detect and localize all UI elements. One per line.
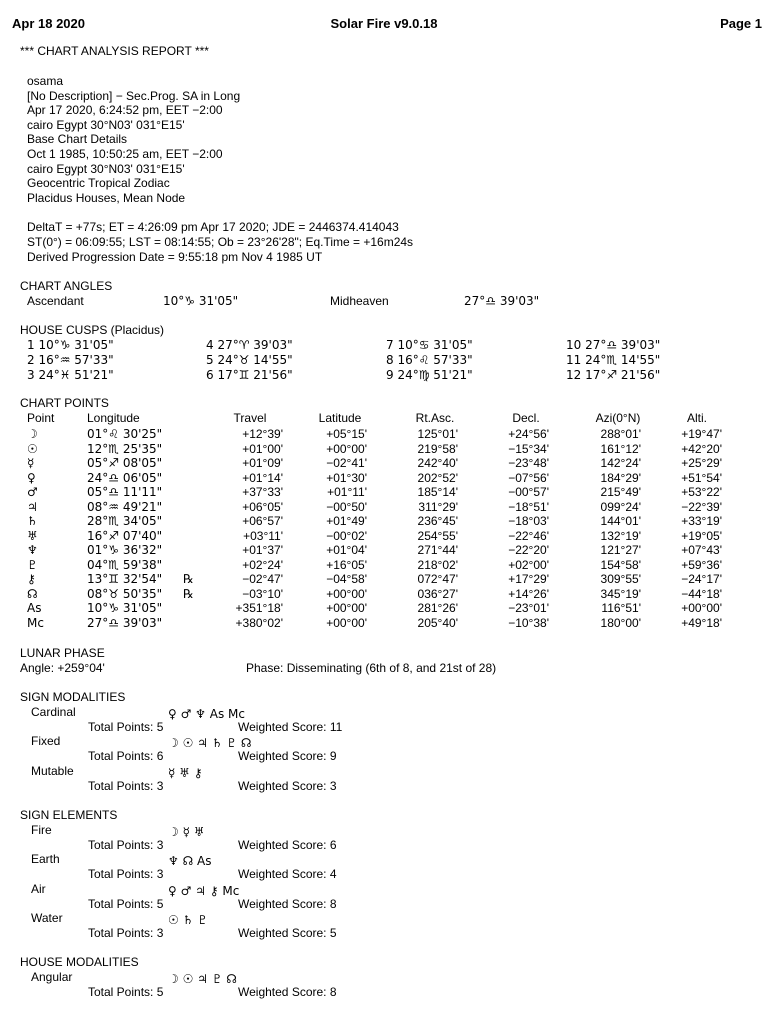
planet-glyph: ♄ (27, 514, 38, 528)
alt-cell: +53°22' (681, 485, 722, 499)
alt-cell: −24°17' (681, 572, 722, 586)
group-symbols: ☽ ☉ ♃ ♄ ♇ ☊ (168, 736, 252, 751)
weighted-score: Weighted Score: 9 (238, 749, 337, 764)
house-cusp-cell: 5 24°♉ 14'55" (206, 353, 293, 367)
house-cusp-cell: 1 10°♑ 31'05" (27, 338, 114, 352)
decl-cell: +24°56' (508, 427, 549, 441)
weighted-score: Weighted Score: 11 (238, 720, 343, 734)
chart-info-line: Apr 17 2020, 6:24:52 pm, EET −2:00 (27, 103, 223, 118)
alt-cell: +33°19' (681, 514, 722, 528)
longitude-cell: 13°♊ 32'54" (87, 572, 163, 586)
longitude-cell: 10°♑ 31'05" (87, 601, 163, 615)
ra-cell: 218°02' (417, 557, 458, 572)
chart-info-line: Base Chart Details (27, 132, 128, 147)
azi-cell: 144°01' (600, 514, 641, 528)
weighted-score: Weighted Score: 6 (238, 837, 337, 852)
group-symbols: ☽ ☉ ♃ ♇ ☊ (168, 972, 237, 987)
total-points: Total Points: 5 (88, 896, 164, 911)
planet-glyph: ♀ (27, 470, 36, 485)
total-points: Total Points: 5 (88, 720, 164, 734)
planet-glyph: ♃ (27, 499, 38, 514)
lat-cell: +00°00' (326, 601, 367, 615)
planet-glyph: ☽ (27, 427, 38, 441)
house-cusp-cell: 3 24°♓ 51'21" (27, 368, 114, 382)
header-date: Apr 18 2020 (12, 16, 85, 31)
lunar-phase-angle: Angle: +259°04' (20, 661, 105, 675)
ra-cell: 036°27' (417, 586, 458, 601)
alt-cell: +19°05' (681, 528, 722, 543)
lat-cell: +00°00' (326, 615, 367, 630)
travel-cell: +01°37' (242, 543, 283, 557)
chart-info-line: Oct 1 1985, 10:50:25 am, EET −2:00 (27, 147, 223, 161)
decl-cell: +14°26' (508, 586, 549, 601)
ra-cell: 219°58' (417, 441, 458, 456)
azi-cell: 184°29' (600, 470, 641, 485)
lat-cell: +01°49' (326, 514, 367, 528)
chart-angles-heading: CHART ANGLES (20, 279, 113, 293)
sign-modalities-heading: SIGN MODALITIES (20, 690, 126, 704)
travel-cell: +380°02' (235, 615, 283, 630)
house-cusp-cell: 12 17°♐ 21'56" (566, 368, 661, 382)
travel-cell: +02°24' (242, 557, 283, 572)
alt-cell: +07°43' (681, 543, 722, 557)
lat-cell: +00°00' (326, 441, 367, 456)
group-symbols: ♀ ♂ ♆ As Mc (168, 707, 245, 721)
timing-line: DeltaT = +77s; ET = 4:26:09 pm Apr 17 2020; JDE = 2446374.414043 (27, 220, 399, 234)
chart-info-line: Geocentric Tropical Zodiac (27, 176, 170, 191)
alt-cell: +25°29' (681, 456, 722, 470)
group-symbols: ☿ ♅ ⚷ (168, 765, 203, 780)
planet-glyph: ♂ (27, 485, 38, 499)
azi-cell: 215°49' (600, 485, 641, 499)
column-header: Alti. (686, 411, 707, 425)
alt-cell: −22°39' (681, 499, 722, 514)
decl-cell: −22°20' (508, 543, 549, 557)
planet-glyph: ☉ (27, 441, 38, 456)
azi-cell: 345°19' (600, 586, 641, 601)
column-header: Decl. (512, 411, 540, 425)
ra-cell: 236°45' (417, 514, 458, 528)
ascendant-label: Ascendant (27, 294, 84, 308)
travel-cell: +06°05' (242, 499, 283, 514)
azi-cell: 132°19' (600, 528, 641, 543)
decl-cell: −23°48' (508, 456, 549, 470)
house-cusp-cell: 8 16°♌ 57'33" (386, 353, 473, 367)
azi-cell: 180°00' (600, 615, 641, 630)
house-cusps-heading: HOUSE CUSPS (Placidus) (20, 323, 165, 337)
midheaven-label: Midheaven (330, 294, 389, 308)
column-header: Rt.Asc. (415, 411, 455, 425)
ra-cell: 125°01' (417, 427, 458, 441)
header-app-name: Solar Fire v9.0.18 (330, 16, 438, 31)
travel-cell: +03°11' (243, 528, 283, 543)
group-symbols: ☉ ♄ ♇ (168, 912, 208, 927)
planet-glyph: ♆ (27, 543, 38, 557)
ra-cell: 271°44' (417, 543, 458, 557)
header-page-number: Page 1 (720, 16, 762, 31)
travel-cell: +12°39' (242, 427, 283, 441)
ra-cell: 202°52' (417, 470, 458, 485)
weighted-score: Weighted Score: 3 (238, 778, 337, 793)
decl-cell: +17°29' (508, 572, 549, 586)
alt-cell: +19°47' (681, 427, 722, 441)
travel-cell: +01°14' (242, 470, 283, 485)
ra-cell: 242°40' (417, 456, 458, 470)
longitude-cell: 01°♑ 36'32" (87, 543, 163, 557)
planet-glyph: ☿ (27, 456, 35, 470)
lat-cell: +01°30' (326, 470, 367, 485)
retrograde-marker: ℞ (183, 572, 194, 586)
decl-cell: −15°34' (508, 441, 549, 456)
weighted-score: Weighted Score: 5 (238, 925, 337, 940)
longitude-cell: 27°♎ 39'03" (87, 615, 163, 630)
azi-cell: 161°12' (600, 441, 641, 456)
ra-cell: 205°40' (417, 615, 458, 630)
total-points: Total Points: 3 (88, 925, 164, 940)
group-name: Cardinal (31, 705, 76, 719)
ra-cell: 311°29' (418, 499, 458, 514)
longitude-cell: 08°♉ 50'35" (87, 586, 163, 601)
total-points: Total Points: 3 (88, 867, 164, 882)
travel-cell: −02°47' (242, 572, 283, 586)
timing-line: Derived Progression Date = 9:55:18 pm Nov 4 1985 UT (27, 250, 323, 264)
chart-info-line: cairo Egypt 30°N03' 031°E15' (27, 161, 185, 176)
longitude-cell: 04°♏ 59'38" (87, 557, 163, 572)
longitude-cell: 24°♎ 06'05" (87, 470, 163, 485)
longitude-cell: 12°♏ 25'35" (87, 441, 163, 456)
lat-cell: +01°04' (326, 543, 367, 557)
decl-cell: −23°01' (508, 601, 549, 615)
azi-cell: 154°58' (600, 557, 641, 572)
travel-cell: +37°33' (242, 485, 283, 499)
house-cusp-cell: 4 27°♈ 39'03" (206, 338, 293, 352)
lat-cell: +00°00' (326, 586, 367, 601)
decl-cell: −00°57' (508, 485, 549, 499)
azi-cell: 142°24' (600, 456, 641, 470)
group-name: Fixed (31, 734, 61, 749)
group-name: Water (31, 910, 63, 925)
midheaven-value: 27°♎ 39'03" (464, 294, 540, 308)
column-header: Travel (233, 411, 267, 425)
longitude-cell: 16°♐ 07'40" (87, 528, 163, 543)
ra-cell: 072°47' (417, 572, 458, 586)
ascendant-value: 10°♑ 31'05" (163, 294, 239, 308)
total-points: Total Points: 3 (88, 837, 164, 852)
house-cusp-cell: 11 24°♏ 14'55" (566, 353, 661, 367)
longitude-cell: 28°♏ 34'05" (87, 514, 163, 528)
ra-cell: 254°55' (417, 528, 458, 543)
alt-cell: +42°20' (681, 441, 722, 456)
lat-cell: +01°11' (327, 485, 367, 499)
house-cusp-cell: 2 16°♒ 57'33" (27, 353, 114, 367)
group-name: Angular (31, 970, 73, 985)
azi-cell: 309°55' (600, 572, 641, 586)
group-name: Earth (31, 852, 60, 867)
travel-cell: +01°00' (242, 441, 283, 456)
group-name: Fire (31, 822, 52, 837)
lat-cell: −04°58' (326, 572, 367, 586)
report-title: *** CHART ANALYSIS REPORT *** (20, 44, 209, 58)
group-name: Air (31, 881, 46, 896)
chart-info-line: cairo Egypt 30°N03' 031°E15' (27, 117, 185, 132)
column-header: Latitude (318, 411, 362, 425)
lat-cell: +05°15' (326, 427, 367, 441)
alt-cell: +00°00' (681, 601, 722, 615)
group-symbols: ☽ ☿ ♅ (168, 824, 205, 839)
travel-cell: +01°09' (242, 456, 283, 470)
decl-cell: +02°00' (508, 557, 549, 572)
longitude-cell: 08°♒ 49'21" (87, 499, 163, 514)
lat-cell: −00°02' (326, 528, 367, 543)
house-cusp-cell: 9 24°♍ 51'21" (386, 368, 473, 382)
timing-line: ST(0°) = 06:09:55; LST = 08:14:55; Ob = 23°26'28"; Eq.Time = +16m24s (27, 235, 414, 249)
total-points: Total Points: 5 (88, 985, 164, 1000)
planet-glyph: As (27, 601, 42, 615)
decl-cell: −07°56' (508, 470, 549, 485)
travel-cell: +351°18' (235, 601, 283, 615)
decl-cell: −18°03' (508, 514, 549, 528)
house-modalities-heading: HOUSE MODALITIES (20, 955, 139, 970)
chart-info-line: [No Description] − Sec.Prog. SA in Long (27, 88, 241, 103)
chart-info-line: osama (27, 74, 64, 88)
ra-cell: 185°14' (417, 485, 458, 499)
decl-cell: −18°51' (508, 499, 549, 514)
planet-glyph: ♇ (27, 557, 38, 572)
lat-cell: +16°05' (326, 557, 367, 572)
travel-cell: +06°57' (242, 514, 283, 528)
group-name: Mutable (31, 763, 74, 778)
chart-info-line: Placidus Houses, Mean Node (27, 190, 186, 205)
azi-cell: 099°24' (600, 499, 641, 514)
azi-cell: 288°01' (600, 427, 641, 441)
alt-cell: +59°36' (681, 557, 722, 572)
column-header: Longitude (87, 411, 140, 425)
column-header: Point (27, 411, 55, 425)
house-cusp-cell: 10 27°♎ 39'03" (566, 338, 661, 352)
weighted-score: Weighted Score: 8 (238, 896, 337, 911)
lat-cell: −02°41' (326, 456, 367, 470)
retrograde-marker: ℞ (183, 586, 194, 601)
lunar-phase-name: Phase: Disseminating (6th of 8, and 21st of 28) (246, 661, 497, 675)
weighted-score: Weighted Score: 8 (238, 985, 337, 1000)
planet-glyph: ☊ (27, 586, 38, 601)
alt-cell: +49°18' (681, 615, 722, 630)
planet-glyph: ⚷ (27, 572, 36, 586)
alt-cell: +51°54' (681, 470, 722, 485)
total-points: Total Points: 3 (88, 778, 164, 793)
azi-cell: 116°51' (601, 601, 641, 615)
lunar-phase-heading: LUNAR PHASE (20, 646, 105, 660)
travel-cell: −03°10' (242, 586, 283, 601)
planet-glyph: Mc (27, 615, 44, 630)
chart-points-heading: CHART POINTS (20, 396, 109, 410)
longitude-cell: 05°♎ 11'11" (87, 485, 163, 499)
ra-cell: 281°26' (417, 601, 458, 615)
planet-glyph: ♅ (27, 528, 38, 543)
group-symbols: ♆ ☊ As (168, 854, 212, 869)
lat-cell: −00°50' (326, 499, 367, 514)
alt-cell: −44°18' (681, 586, 722, 601)
sign-elements-heading: SIGN ELEMENTS (20, 807, 118, 822)
longitude-cell: 05°♐ 08'05" (87, 456, 163, 470)
weighted-score: Weighted Score: 4 (238, 867, 337, 882)
total-points: Total Points: 6 (88, 749, 164, 764)
decl-cell: −10°38' (508, 615, 549, 630)
group-symbols: ♀ ♂ ♃ ⚷ Mc (168, 883, 240, 898)
longitude-cell: 01°♌ 30'25" (87, 427, 163, 441)
house-cusp-cell: 7 10°♋ 31'05" (386, 338, 473, 352)
column-header: Azi(0°N) (595, 411, 641, 425)
house-cusp-cell: 6 17°♊ 21'56" (206, 368, 293, 382)
azi-cell: 121°27' (600, 543, 641, 557)
decl-cell: −22°46' (508, 528, 549, 543)
